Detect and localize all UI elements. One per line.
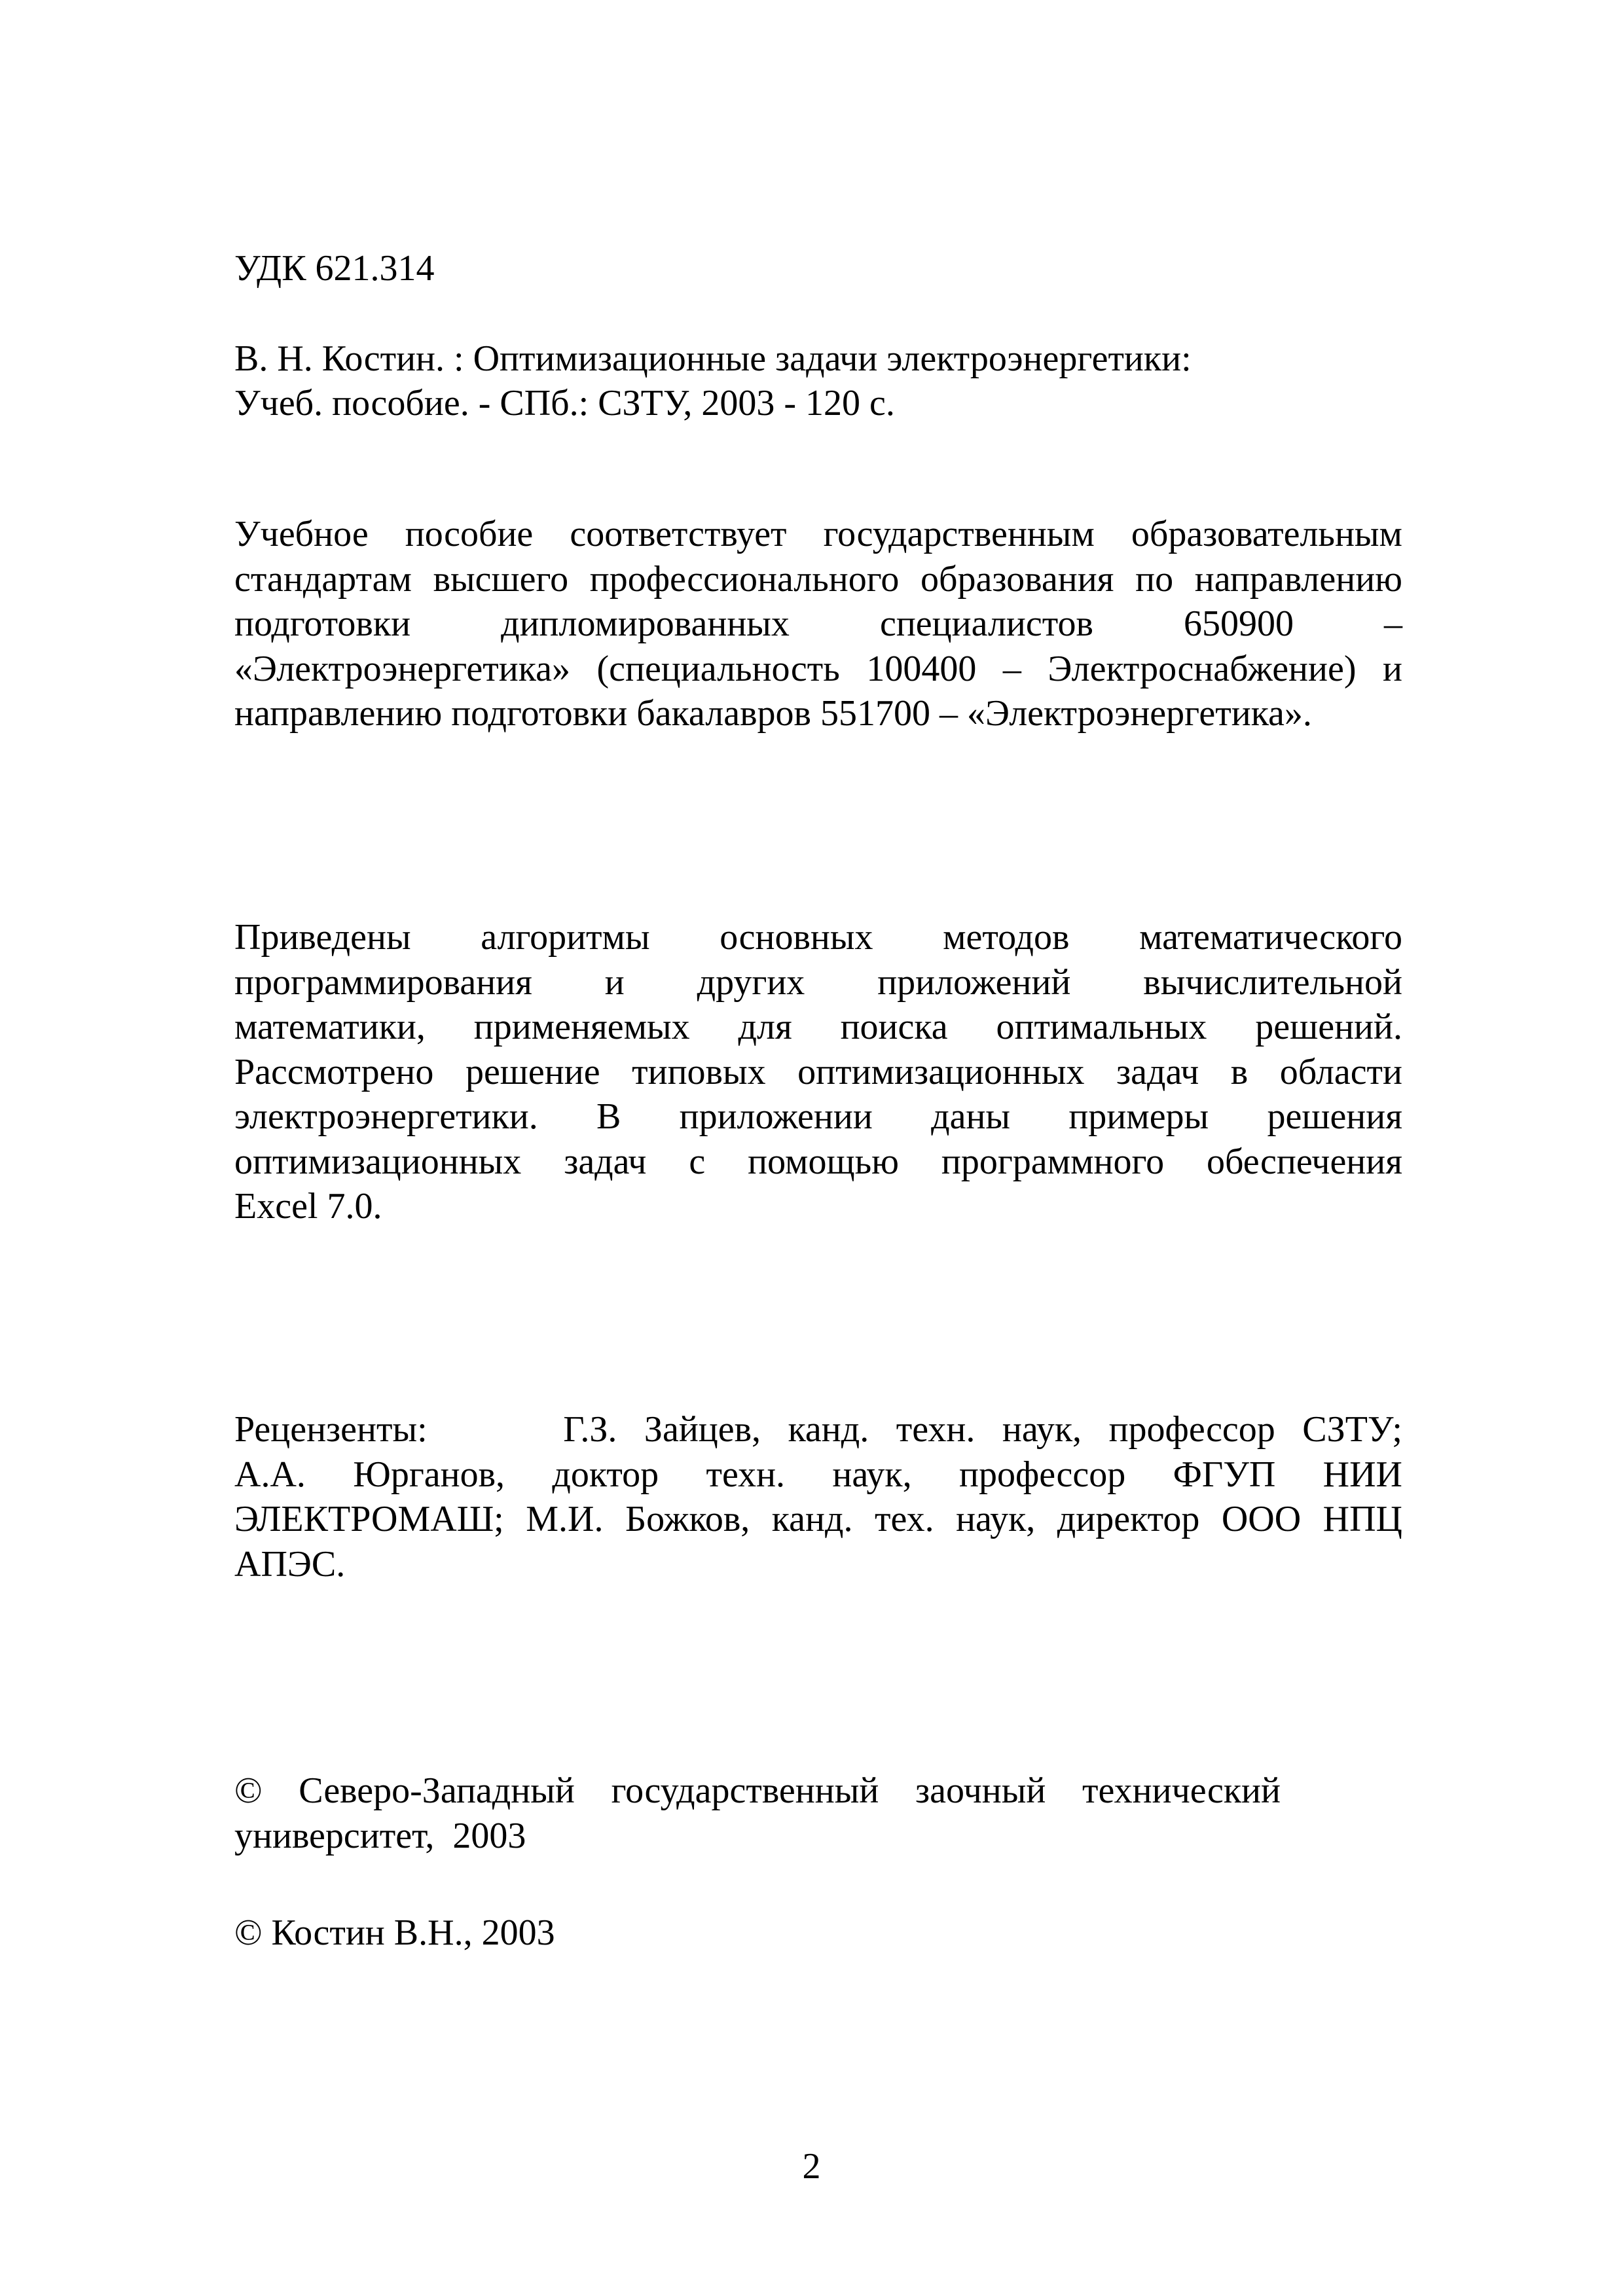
- copyright-university: [234, 1768, 1281, 1858]
- reviewers-line: А.А. Юрганов, доктор техн. наук, профессор ФГУП НИИ: [234, 1454, 1402, 1495]
- udk-code: УДК 621.314: [234, 248, 435, 289]
- copyright-university-line: университет, 2003: [234, 1815, 526, 1856]
- copyright-author: © Костин В.Н., 2003: [234, 1912, 555, 1953]
- standards-line: Учебное пособие соответствует государственным образовательным: [234, 514, 1402, 554]
- reviewers-paragraph: [234, 1407, 1402, 1587]
- reviewers-line: ЭЛЕКТРОМАШ; М.И. Божков, канд. тех. наук, директор ООО НПЦ: [234, 1499, 1402, 1539]
- abstract-line: оптимизационных задач с помощью программного обеспечения: [234, 1141, 1402, 1182]
- abstract-line: Рассмотрено решение типовых оптимизационных задач в области: [234, 1051, 1402, 1092]
- standards-line: подготовки дипломированных специалистов 650900 –: [234, 603, 1402, 644]
- citation-line-1: В. Н. Костин. : Оптимизационные задачи электроэнергетики:: [234, 338, 1192, 379]
- abstract-line: математики, применяемых для поиска оптимальных решений.: [234, 1007, 1402, 1047]
- standards-paragraph: [234, 512, 1402, 736]
- abstract-line: программирования и других приложений вычислительной: [234, 961, 1402, 1003]
- copyright-university-line: © Северо-Западный государственный заочный технический: [234, 1770, 1281, 1811]
- abstract-paragraph: [234, 915, 1402, 1229]
- standards-line: «Электроэнергетика» (специальность 100400 – Электроснабжение) и: [234, 648, 1402, 689]
- page-number: 2: [802, 2146, 821, 2187]
- standards-line: стандартам высшего профессионального образования по направлению: [234, 558, 1402, 600]
- reviewers-line: Рецензенты: Г.З. Зайцев, канд. техн. наук, профессор СЗТУ;: [234, 1409, 1402, 1450]
- abstract-line: Приведены алгоритмы основных методов математического: [234, 917, 1402, 958]
- reviewers-line: АПЭС.: [234, 1543, 346, 1585]
- standards-line: направлению подготовки бакалавров 551700 – «Электроэнергетика».: [234, 693, 1312, 734]
- abstract-line: Excel 7.0.: [234, 1186, 382, 1227]
- abstract-line: электроэнергетики. В приложении даны примеры решения: [234, 1096, 1402, 1137]
- citation-line-2: Учеб. пособие. - СПб.: СЗТУ, 2003 - 120 с.: [234, 383, 895, 423]
